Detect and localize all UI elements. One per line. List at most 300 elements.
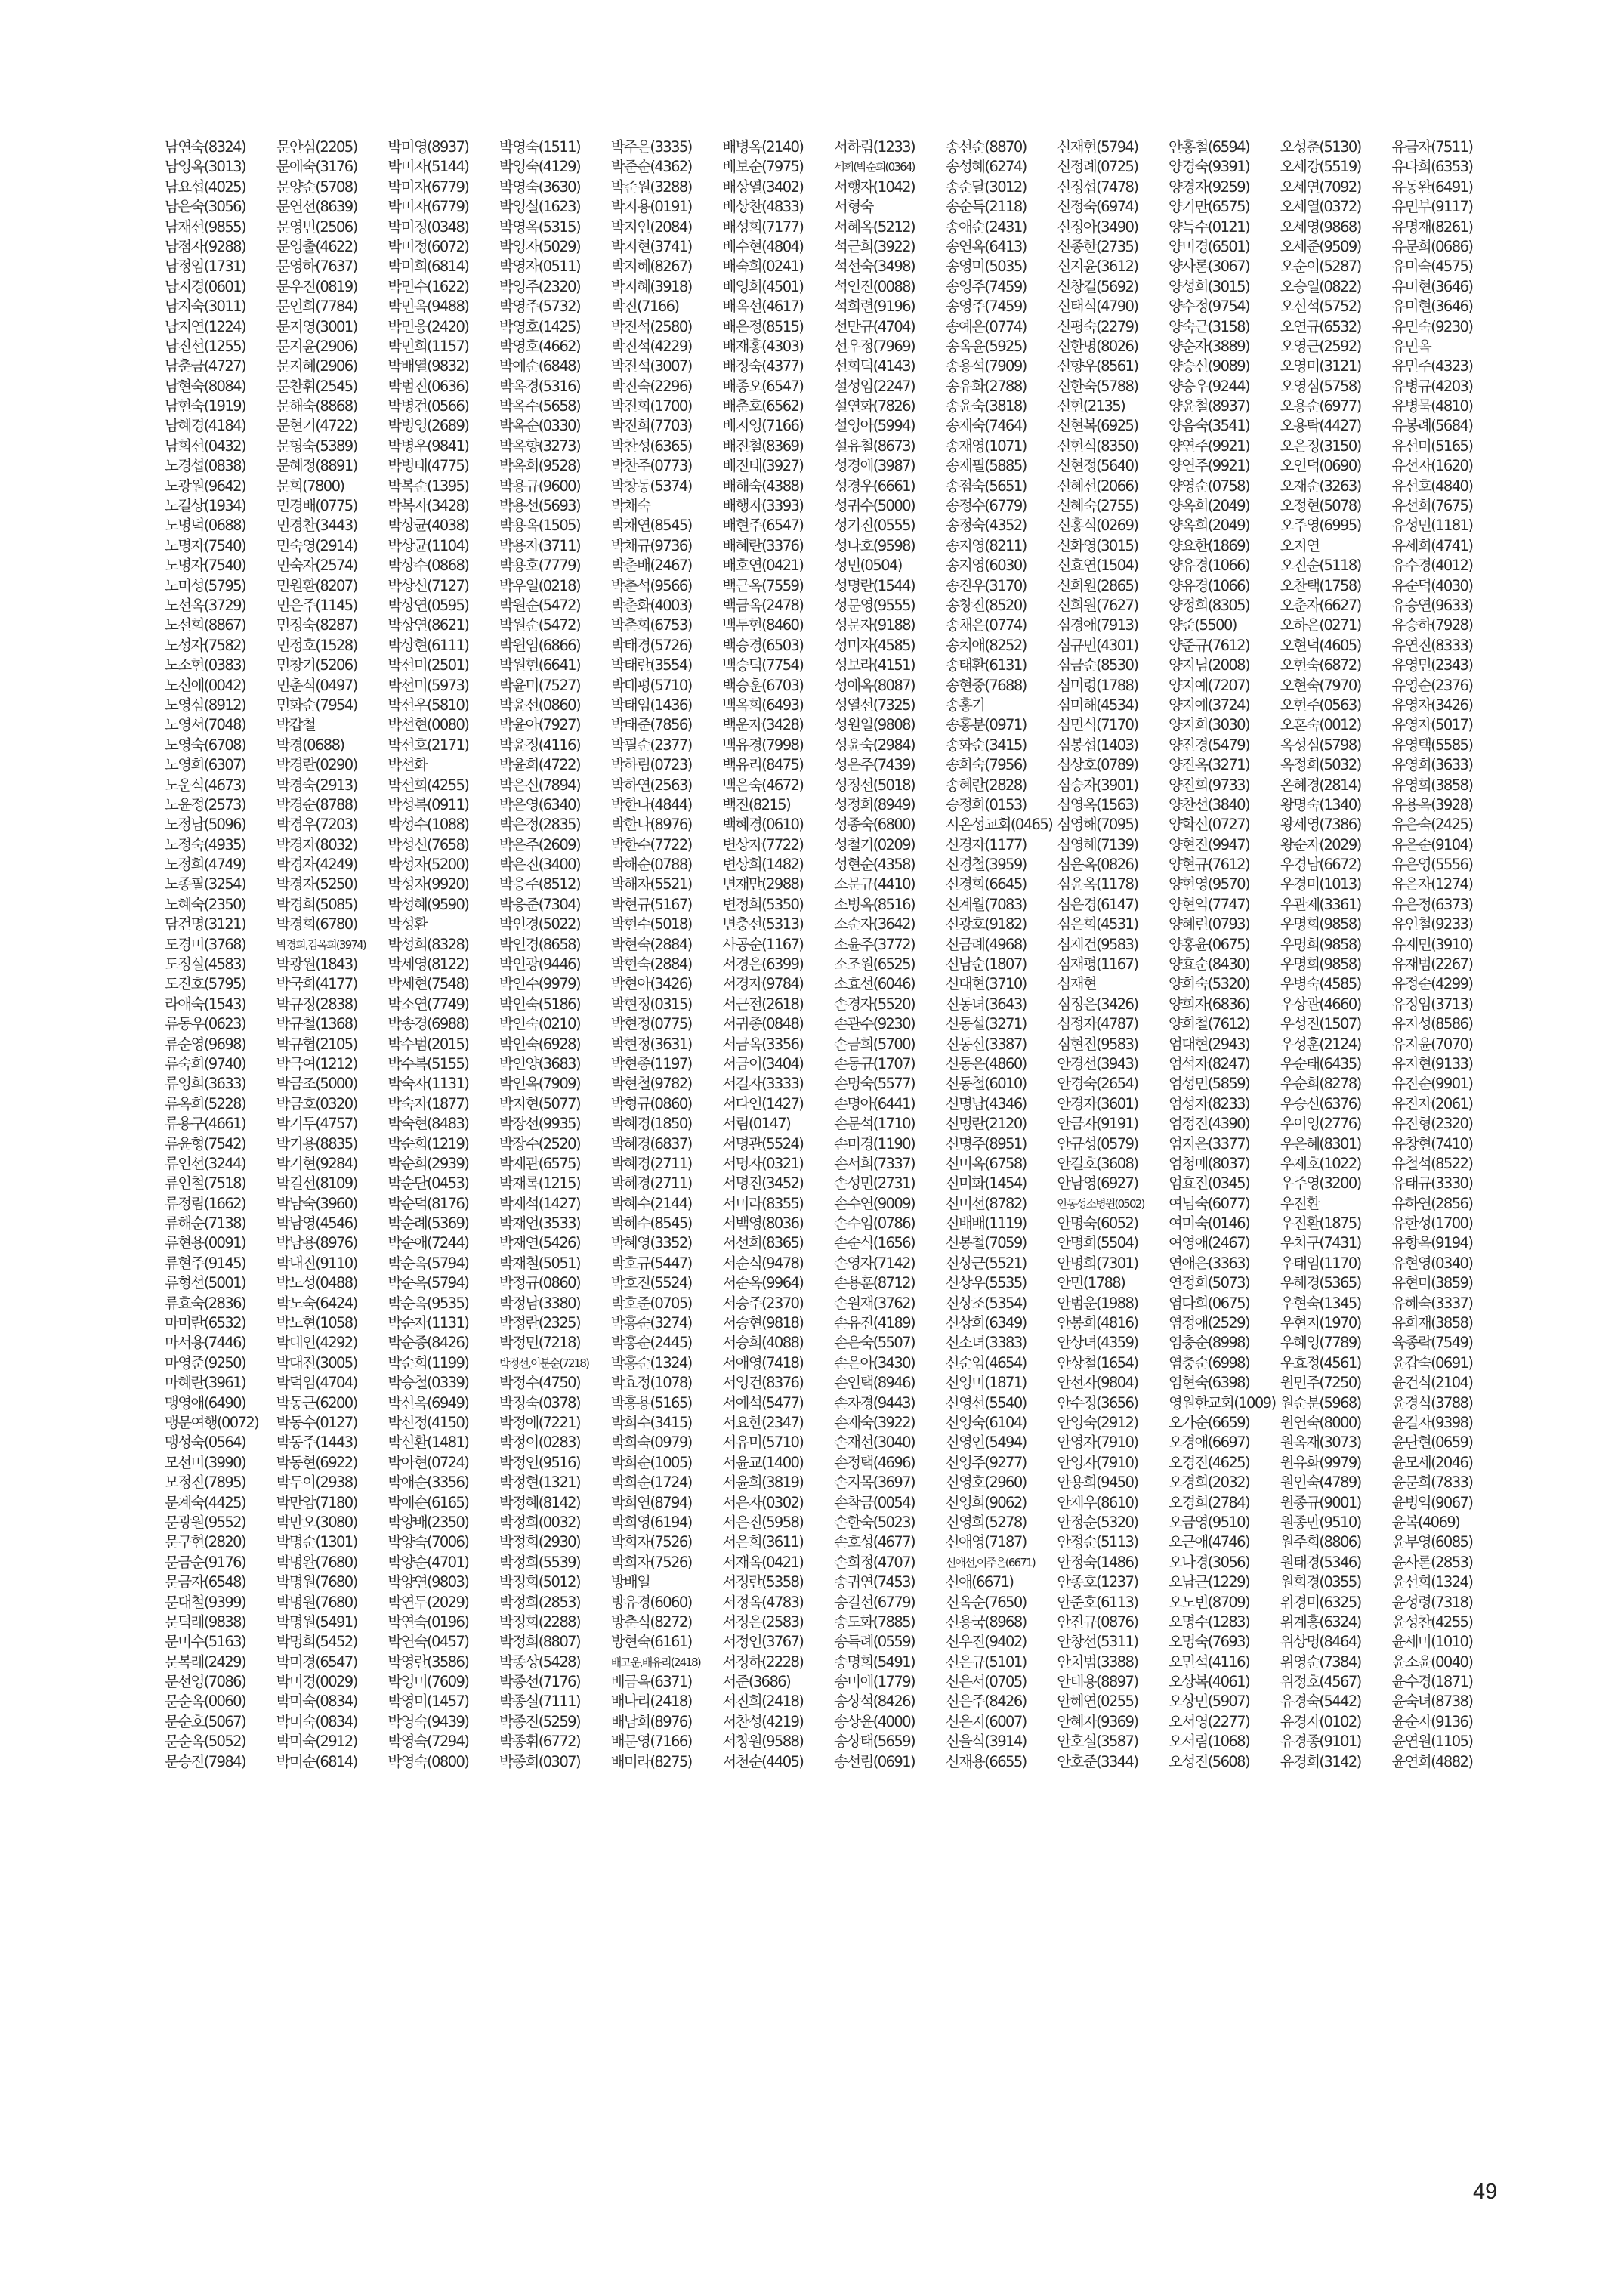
name-entry: 박진숙(2296) (610, 377, 692, 395)
name-entry: 박경자(8032) (276, 835, 357, 853)
name-entry: 송영미(5035) (945, 258, 1027, 276)
name-entry: 배정숙(4377) (722, 357, 804, 375)
name-entry: 박혜경(2711) (610, 1154, 692, 1172)
name-entry: 우관제(3361) (1280, 895, 1361, 913)
name-entry: 박응준(7304) (499, 895, 580, 913)
name-entry: 박진희(1700) (610, 397, 692, 415)
name-entry: 박영주(5732) (499, 298, 580, 316)
name-entry: 유영민(2343) (1391, 656, 1473, 674)
name-entry: 박순옥(5794) (387, 1254, 469, 1272)
name-entry: 민창기(5206) (276, 656, 357, 674)
name-entry: 박경우(7203) (276, 816, 357, 834)
name-entry: 엄지은(3377) (1169, 1134, 1249, 1153)
name-entry: 서행자(1042) (834, 177, 915, 196)
name-entry: 신혜선(2066) (1057, 477, 1138, 495)
name-entry: 우순태(6435) (1280, 1054, 1361, 1072)
name-entry: 윤부영(6085) (1391, 1533, 1473, 1551)
name-entry: 류인철(7518) (165, 1174, 245, 1193)
name-entry: 오은정(3150) (1280, 437, 1361, 455)
name-entry: 심금순(8530) (1057, 656, 1138, 674)
name-entry: 문희(7800) (276, 477, 344, 495)
name-entry: 박현숙(2884) (610, 955, 692, 974)
name-entry: 우은혜(8301) (1280, 1134, 1361, 1153)
name-entry: 신미옥(6758) (945, 1154, 1027, 1172)
name-entry: 유지현(9133) (1391, 1054, 1473, 1072)
name-entry: 박춘화(4003) (610, 596, 692, 614)
name-entry: 도경미(3768) (165, 935, 245, 953)
name-entry: 박영숙(9439) (387, 1712, 469, 1730)
name-entry: 박순덕(8176) (387, 1194, 469, 1212)
name-entry: 박옥향(3273) (499, 437, 580, 455)
name-entry: 위정호(4567) (1280, 1673, 1361, 1691)
name-entry: 박정애(7221) (499, 1414, 580, 1431)
name-entry: 신영미(1871) (945, 1374, 1027, 1392)
name-entry: 박승철(0339) (387, 1374, 469, 1392)
name-entry: 서백영(8036) (722, 1214, 804, 1233)
name-entry: 남재선(9855) (165, 218, 245, 236)
name-entry: 민숙영(2914) (276, 536, 357, 554)
name-entry: 박정희(5012) (499, 1573, 580, 1591)
name-entry: 심영해(7095) (1057, 816, 1138, 834)
name-entry: 심윤옥(1178) (1057, 875, 1138, 893)
name-entry: 양정희(8305) (1169, 596, 1249, 614)
name-entry: 안태용(8897) (1057, 1673, 1138, 1691)
name-entry: 양찬선(3840) (1169, 795, 1249, 813)
name-entry: 박정희(2853) (499, 1593, 580, 1611)
name-entry: 심봉섭(1403) (1057, 736, 1138, 754)
name-entry: 박현숙(2884) (610, 935, 692, 953)
name-entry: 송연옥(6413) (945, 237, 1027, 255)
name-entry: 문인희(7784) (276, 298, 357, 316)
name-entry: 우태임(1170) (1280, 1254, 1361, 1272)
name-entry: 박경란(0290) (276, 756, 357, 774)
name-entry: 박순희(1199) (387, 1353, 469, 1372)
name-entry: 박인숙(0210) (499, 1015, 580, 1033)
name-entry: 박혜수(8545) (610, 1214, 692, 1233)
name-entry: 심미령(1788) (1057, 676, 1138, 694)
name-entry: 박정희(5539) (499, 1553, 580, 1571)
name-entry: 신현정(5640) (1057, 457, 1138, 475)
name-entry: 손미경(1190) (834, 1134, 915, 1153)
name-column (611, 137, 723, 1772)
name-entry: 유경숙(5442) (1280, 1693, 1361, 1711)
name-entry: 연애은(3363) (1169, 1254, 1249, 1272)
name-entry: 서귀종(0848) (722, 1015, 804, 1033)
name-entry: 문영하(7637) (276, 258, 357, 276)
name-entry: 유진순(9901) (1391, 1075, 1473, 1093)
name-entry: 우경남(6672) (1280, 856, 1361, 874)
name-entry: 손유진(4189) (834, 1314, 915, 1332)
name-entry: 류형선(5001) (165, 1274, 245, 1292)
name-entry: 박동수(0127) (276, 1414, 357, 1431)
name-entry: 노선옥(3729) (165, 596, 245, 614)
name-entry: 신영인(5494) (945, 1434, 1027, 1452)
name-entry: 마미란(6532) (165, 1314, 245, 1332)
name-entry: 박태경(5726) (610, 636, 692, 654)
name-entry: 오영심(5758) (1280, 377, 1361, 395)
name-entry: 박원현(6641) (499, 656, 580, 674)
name-entry: 손원재(3762) (834, 1294, 915, 1312)
name-entry: 유경종(9101) (1280, 1733, 1361, 1751)
name-entry: 유경자(0102) (1280, 1712, 1361, 1730)
name-entry: 박옥순(0330) (499, 417, 580, 435)
name-entry: 서림(0147) (722, 1115, 791, 1133)
name-entry: 박숙자(1131) (387, 1075, 469, 1093)
name-entry: 백진(8215) (722, 795, 791, 813)
name-entry: 박진석(2580) (610, 317, 692, 335)
name-entry: 박준순(4362) (610, 158, 692, 176)
name-entry: 박윤희(4722) (499, 756, 580, 774)
name-entry: 박혜수(2144) (610, 1194, 692, 1212)
name-entry: 배미라(8275) (610, 1752, 692, 1770)
name-entry: 양윤철(8937) (1169, 397, 1249, 415)
name-entry: 서유미(5710) (722, 1434, 804, 1452)
name-entry: 양경숙(9391) (1169, 158, 1249, 176)
name-entry: 박남숙(3960) (276, 1194, 357, 1212)
name-entry: 박춘석(9566) (610, 576, 692, 594)
name-entry: 박병영(2689) (387, 417, 469, 435)
name-entry: 원민주(7250) (1280, 1374, 1361, 1392)
name-entry: 신은지(6007) (945, 1712, 1027, 1730)
name-entry: 박재석(1427) (499, 1194, 580, 1212)
name-entry: 안길호(3608) (1057, 1154, 1138, 1172)
name-entry: 박하연(2563) (610, 776, 692, 794)
name-entry: 배진철(8369) (722, 437, 804, 455)
name-entry: 문연선(8639) (276, 198, 357, 216)
name-entry: 박종휘(6772) (499, 1733, 580, 1751)
name-entry: 오근애(4746) (1169, 1533, 1249, 1551)
name-entry: 염현숙(6398) (1169, 1374, 1249, 1392)
name-entry: 송현중(7688) (945, 676, 1027, 694)
name-entry: 유수경(4012) (1391, 557, 1473, 575)
name-entry: 박신환(1481) (387, 1434, 469, 1452)
name-entry: 문지혜(2906) (276, 357, 357, 375)
name-entry: 방배일 (610, 1573, 650, 1591)
name-entry: 송재필(5885) (945, 457, 1027, 475)
name-entry: 박명원(7680) (276, 1593, 357, 1611)
name-entry: 심민식(7170) (1057, 716, 1138, 734)
name-entry: 선희덕(4143) (834, 357, 915, 375)
name-entry: 신금례(4968) (945, 935, 1027, 953)
name-entry: 오연규(6532) (1280, 317, 1361, 335)
name-entry: 박정희(2288) (499, 1613, 580, 1631)
name-entry: 박정수(4750) (499, 1374, 580, 1392)
name-entry: 유문희(0686) (1391, 237, 1473, 255)
name-entry: 담건명(3121) (165, 915, 245, 934)
name-entry: 박재철(5051) (499, 1254, 580, 1272)
name-entry: 성나호(9598) (834, 536, 915, 554)
name-entry: 류윤형(7542) (165, 1134, 245, 1153)
name-entry: 성문자(9188) (834, 616, 915, 634)
name-entry: 심은희(4531) (1057, 915, 1138, 934)
name-entry: 윤성찬(4255) (1391, 1613, 1473, 1631)
name-entry: 변정희(5350) (722, 895, 804, 913)
name-entry: 신은규(5101) (945, 1653, 1027, 1671)
name-entry: 문선영(7086) (165, 1673, 245, 1691)
name-entry: 신현(2135) (1057, 397, 1125, 415)
name-entry: 염충순(6998) (1169, 1353, 1249, 1372)
name-entry: 박세영(8122) (387, 955, 469, 974)
name-entry: 오성춘(5130) (1280, 138, 1361, 156)
name-entry: 손재숙(3922) (834, 1414, 915, 1431)
name-entry: 박정란(2325) (499, 1314, 580, 1332)
name-entry: 염다희(0675) (1169, 1294, 1249, 1312)
name-entry: 신정숙(6974) (1057, 198, 1138, 216)
name-directory (165, 137, 1503, 1772)
name-entry: 서정란(5358) (722, 1573, 804, 1591)
name-entry: 신애영(7187) (945, 1533, 1027, 1551)
name-entry: 박양순(4701) (387, 1553, 469, 1571)
name-entry: 노윤정(2573) (165, 795, 245, 813)
name-entry: 설연화(7826) (834, 397, 915, 415)
name-entry: 박성수(1088) (387, 816, 469, 834)
name-entry: 윤순자(9136) (1391, 1712, 1473, 1730)
name-entry: 서찬성(4219) (722, 1712, 804, 1730)
name-column (1391, 137, 1503, 1772)
name-entry: 노명자(7540) (165, 536, 245, 554)
name-entry: 박선현(0080) (387, 716, 469, 734)
name-entry: 송창진(8520) (945, 596, 1027, 614)
name-entry: 박선화 (387, 756, 428, 774)
name-entry: 박춘희(6753) (610, 616, 692, 634)
name-entry: 신동은(4860) (945, 1054, 1027, 1072)
name-entry: 배옥선(4617) (722, 298, 804, 316)
name-entry: 심규민(4301) (1057, 636, 1138, 654)
name-entry: 박하림(0723) (610, 756, 692, 774)
name-entry: 박종진(5259) (499, 1712, 580, 1730)
name-entry: 박영미(1457) (387, 1693, 469, 1711)
name-entry: 송명희(5491) (834, 1653, 915, 1671)
name-entry: 유재범(2267) (1391, 955, 1473, 974)
name-entry: 양승우(9244) (1169, 377, 1249, 395)
name-entry: 박정희(2930) (499, 1533, 580, 1551)
name-entry: 박병태(4775) (387, 457, 469, 475)
name-entry: 류영희(3633) (165, 1075, 245, 1093)
name-entry: 윤선희(1324) (1391, 1573, 1473, 1591)
name-entry: 배행자(3393) (722, 497, 804, 515)
name-entry: 손착금(0054) (834, 1493, 915, 1511)
name-entry: 박예순(6848) (499, 357, 580, 375)
name-entry: 박명완(7680) (276, 1553, 357, 1571)
name-entry: 유선자(1620) (1391, 457, 1473, 475)
name-entry: 양진경(5479) (1169, 736, 1249, 754)
name-entry: 문광원(9552) (165, 1513, 245, 1531)
name-column (722, 137, 834, 1772)
name-entry: 백운자(3428) (722, 716, 804, 734)
name-entry: 신종한(2735) (1057, 237, 1138, 255)
name-entry: 오서림(1068) (1169, 1733, 1249, 1751)
name-entry: 옥정희(5032) (1280, 756, 1361, 774)
name-entry: 박상신(7127) (387, 576, 469, 594)
name-entry: 문순옥(5052) (165, 1733, 245, 1751)
name-entry: 성민(0504) (834, 557, 902, 575)
name-entry: 신소녀(3383) (945, 1334, 1027, 1352)
name-entry: 유현영(0340) (1391, 1254, 1473, 1272)
name-entry: 남연숙(8324) (165, 138, 245, 156)
name-entry: 유경희(3142) (1280, 1752, 1361, 1770)
name-entry: 신태식(4790) (1057, 298, 1138, 316)
name-entry: 양현규(7612) (1169, 856, 1249, 874)
name-entry: 사공순(1167) (722, 935, 804, 953)
name-entry: 박지인(2084) (610, 218, 692, 236)
name-entry: 여미숙(0146) (1169, 1214, 1249, 1233)
name-entry: 박선미(5973) (387, 676, 469, 694)
name-entry: 신대현(3710) (945, 975, 1027, 993)
name-entry: 박상연(8621) (387, 616, 469, 634)
name-entry: 오세영(9868) (1280, 218, 1361, 236)
name-entry: 양수정(9754) (1169, 298, 1249, 316)
name-entry: 박현규(5167) (610, 895, 692, 913)
name-entry: 양성희(3015) (1169, 277, 1249, 295)
name-entry: 서혜옥(5212) (834, 218, 915, 236)
name-entry: 오재순(3263) (1280, 477, 1361, 495)
name-entry: 배성희(7177) (722, 218, 804, 236)
name-entry: 설유철(8673) (834, 437, 915, 455)
name-entry: 박윤선(0860) (499, 696, 580, 714)
name-entry: 박상균(4038) (387, 517, 469, 535)
name-entry: 왕명숙(1340) (1280, 795, 1361, 813)
name-entry: 류옥희(5228) (165, 1094, 245, 1113)
name-entry: 안상녀(4359) (1057, 1334, 1138, 1352)
name-entry: 세휘(박순희(0364) (834, 160, 915, 174)
name-entry: 서정하(2228) (722, 1653, 804, 1671)
name-entry: 오금영(9510) (1169, 1513, 1249, 1531)
name-entry: 서은희(3611) (722, 1533, 804, 1551)
name-entry: 신경자(1177) (945, 835, 1027, 853)
name-entry: 양희철(7612) (1169, 1015, 1249, 1033)
name-entry: 손수임(0786) (834, 1214, 915, 1233)
name-entry: 박옥수(5658) (499, 397, 580, 415)
name-entry: 설영아(5994) (834, 417, 915, 435)
name-entry: 류인선(3244) (165, 1154, 245, 1172)
name-entry: 신재현(5794) (1057, 138, 1138, 156)
name-entry: 박흥용(5165) (610, 1393, 692, 1412)
name-entry: 박인경(5022) (499, 915, 580, 934)
name-entry: 송선순(8870) (945, 138, 1027, 156)
name-entry: 신현복(6925) (1057, 417, 1138, 435)
name-entry: 모선미(3990) (165, 1453, 245, 1471)
name-entry: 배진태(3927) (722, 457, 804, 475)
name-entry: 문지영(3001) (276, 317, 357, 335)
name-entry: 민화순(7954) (276, 696, 357, 714)
name-entry: 우승신(6376) (1280, 1094, 1361, 1113)
name-entry: 노영서(7048) (165, 716, 245, 734)
name-entry: 유민숙(9230) (1391, 317, 1473, 335)
name-entry: 유명재(8261) (1391, 218, 1473, 236)
name-entry: 유진형(2320) (1391, 1115, 1473, 1133)
name-entry: 유영순(2376) (1391, 676, 1473, 694)
name-entry: 박선희(4255) (387, 776, 469, 794)
name-entry: 송혜란(2828) (945, 776, 1027, 794)
name-entry: 엄성민(5859) (1169, 1075, 1249, 1093)
name-entry: 송정수(6779) (945, 497, 1027, 515)
name-entry: 박선호(2171) (387, 736, 469, 754)
name-entry: 박정현(1321) (499, 1474, 580, 1492)
name-entry: 양혜린(0793) (1169, 915, 1249, 934)
name-entry: 송재영(1071) (945, 437, 1027, 455)
name-entry: 양유경(1066) (1169, 576, 1249, 594)
name-entry: 안명희(5504) (1057, 1234, 1138, 1252)
name-entry: 윤수경(1871) (1391, 1673, 1473, 1691)
name-entry: 류용구(4661) (165, 1115, 245, 1133)
name-entry: 신명남(4346) (945, 1094, 1027, 1113)
name-entry: 유선호(4840) (1391, 477, 1473, 495)
name-entry: 박남영(4546) (276, 1214, 357, 1233)
name-entry: 박미숙(2912) (276, 1733, 357, 1751)
name-entry: 박극여(1212) (276, 1054, 357, 1072)
name-entry: 양득수(0121) (1169, 218, 1249, 236)
name-entry: 서명관(5524) (722, 1134, 804, 1153)
name-entry: 손성민(2731) (834, 1174, 915, 1193)
name-entry: 우명희(9858) (1280, 955, 1361, 974)
name-entry: 송득례(0559) (834, 1633, 915, 1651)
name-entry: 박영자(0511) (499, 258, 580, 276)
name-entry: 오성진(5608) (1169, 1752, 1249, 1770)
name-entry: 송태환(6131) (945, 656, 1027, 674)
name-entry: 안호준(3344) (1057, 1752, 1138, 1770)
name-entry: 신경희(6645) (945, 875, 1027, 893)
name-entry: 박한나(8976) (610, 816, 692, 834)
name-entry: 엄청매(8037) (1169, 1154, 1249, 1172)
name-entry: 박현정(0775) (610, 1015, 692, 1033)
name-entry: 박경희(6780) (276, 915, 357, 934)
name-entry: 박복자(3428) (387, 497, 469, 515)
name-entry: 배영희(4501) (722, 277, 804, 295)
name-entry: 노신애(0042) (165, 676, 245, 694)
name-entry: 배고운,배유리(2418) (610, 1655, 700, 1669)
name-entry: 배해숙(4388) (722, 477, 804, 495)
name-entry: 양진희(9733) (1169, 776, 1249, 794)
name-entry: 손인택(8946) (834, 1374, 915, 1392)
name-entry: 문덕례(9838) (165, 1613, 245, 1631)
name-entry: 손금희(5700) (834, 1035, 915, 1053)
name-entry: 안수정(3656) (1057, 1393, 1138, 1412)
name-entry: 박명순(1301) (276, 1533, 357, 1551)
name-entry: 박장수(2520) (499, 1134, 580, 1153)
name-entry: 유은숙(2425) (1391, 816, 1473, 834)
name-entry: 노명덕(0688) (165, 517, 245, 535)
name-entry: 손경자(5520) (834, 995, 915, 1013)
name-entry: 맹영애(6490) (165, 1393, 245, 1412)
name-entry: 박순희(2939) (387, 1154, 469, 1172)
name-entry: 신계월(7083) (945, 895, 1027, 913)
name-entry: 송홍분(0971) (945, 716, 1027, 734)
name-entry: 모정진(7895) (165, 1474, 245, 1492)
name-entry: 박민수(1622) (387, 277, 469, 295)
name-entry: 유한성(1700) (1391, 1214, 1473, 1233)
name-entry: 안준호(6113) (1057, 1593, 1138, 1611)
name-column (1057, 137, 1169, 1772)
name-entry: 박주은(3335) (610, 138, 692, 156)
name-entry: 신희원(2865) (1057, 576, 1138, 594)
name-entry: 박홍순(1324) (610, 1353, 692, 1372)
name-entry: 심현진(9583) (1057, 1035, 1138, 1053)
name-entry: 오민석(4116) (1169, 1653, 1249, 1671)
name-entry: 박영실(1623) (499, 198, 580, 216)
name-entry: 남혜경(4184) (165, 417, 245, 435)
name-entry: 유병묵(4810) (1391, 397, 1473, 415)
name-entry: 박영숙(3630) (499, 177, 580, 196)
name-entry: 우주영(3200) (1280, 1174, 1361, 1193)
name-entry: 윤성령(7318) (1391, 1593, 1473, 1611)
name-entry: 유지성(8586) (1391, 1015, 1473, 1033)
name-entry: 유민주(4323) (1391, 357, 1473, 375)
name-entry: 노정희(4749) (165, 856, 245, 874)
name-entry: 송희숙(7956) (945, 756, 1027, 774)
name-entry: 원유화(9979) (1280, 1453, 1361, 1471)
name-entry: 박민웅(2420) (387, 317, 469, 335)
name-entry: 박영숙(7294) (387, 1733, 469, 1751)
